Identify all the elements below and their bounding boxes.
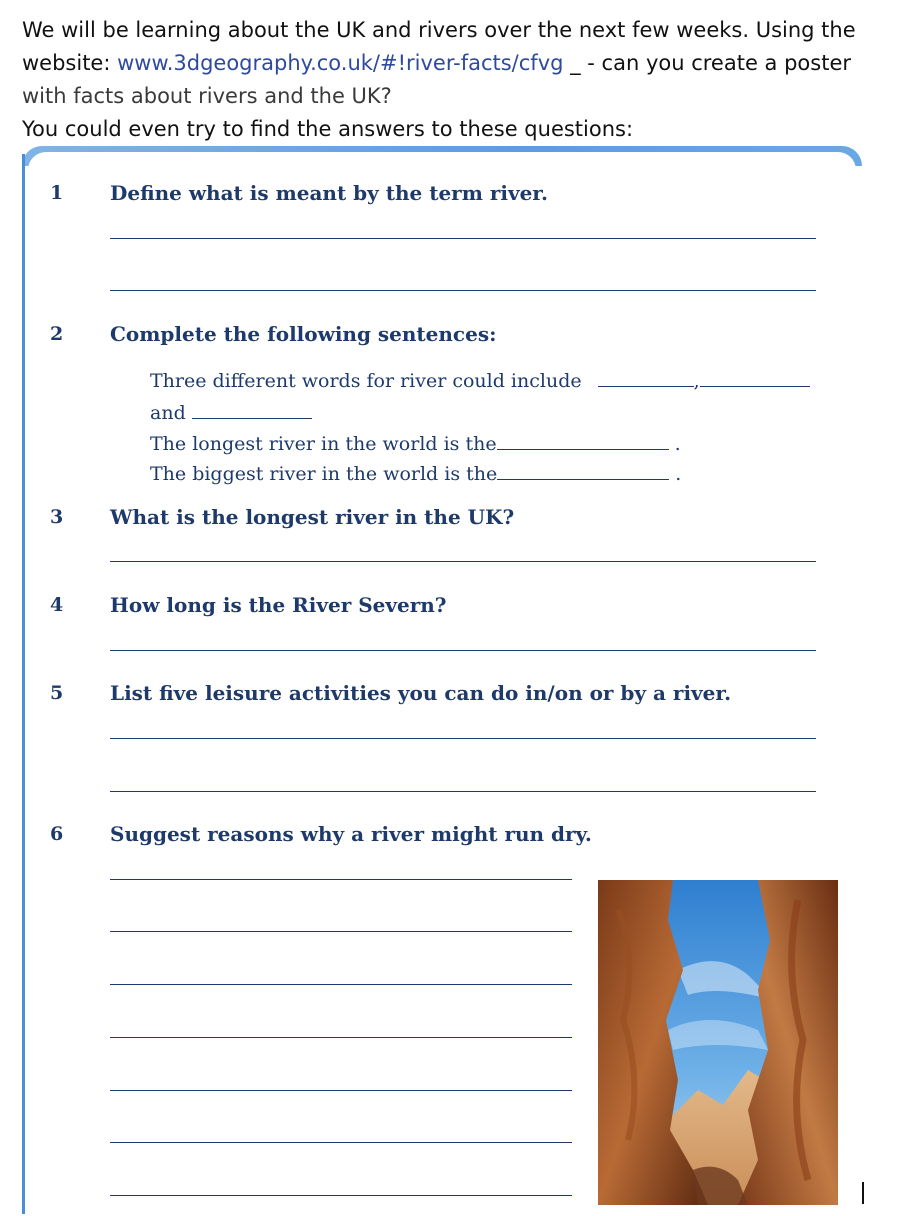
- answer-line[interactable]: [110, 1037, 572, 1038]
- question-text: Complete the following sentences:: [110, 322, 497, 346]
- text-cursor: [862, 1182, 864, 1204]
- answer-line[interactable]: [110, 984, 572, 985]
- intro-website-label: website:: [22, 51, 118, 75]
- answer-line[interactable]: [110, 650, 816, 651]
- panel-left-border: [22, 154, 25, 1214]
- sentence-1: Three different words for river could include ,: [150, 368, 810, 392]
- canyon-photo: [598, 880, 838, 1205]
- answer-line[interactable]: [110, 931, 572, 932]
- intro-text: [22, 14, 892, 146]
- question-text: How long is the River Severn?: [110, 593, 447, 617]
- blank-field[interactable]: [598, 368, 694, 387]
- question-number: 4: [50, 594, 64, 616]
- blank-field[interactable]: [497, 431, 669, 450]
- blank-field[interactable]: [497, 461, 669, 480]
- question-number: 5: [50, 682, 64, 704]
- sentence-3: The biggest river in the world is the .: [150, 463, 682, 485]
- intro-line-2: [22, 47, 892, 80]
- question-number: 3: [50, 506, 64, 528]
- intro-line-1: We will be learning about the UK and rivers over the next few weeks. Using the: [22, 18, 856, 42]
- intro-line-2-suffix: _ - can you create a poster: [563, 51, 852, 75]
- answer-line[interactable]: [110, 791, 816, 792]
- answer-line[interactable]: [110, 238, 816, 239]
- question-number: 2: [50, 323, 64, 345]
- website-link[interactable]: www.3dgeography.co.uk/#!river-facts/cfvg: [117, 51, 564, 75]
- answer-line[interactable]: [110, 879, 572, 880]
- answer-line[interactable]: [110, 738, 816, 739]
- question-number: 1: [50, 182, 64, 204]
- answer-line[interactable]: [110, 561, 816, 562]
- answer-line[interactable]: [110, 1090, 572, 1091]
- answer-line[interactable]: [110, 1195, 572, 1196]
- sentence-2: The longest river in the world is the .: [150, 433, 681, 455]
- question-number: 6: [50, 823, 64, 845]
- question-text: Suggest reasons why a river might run dry.: [110, 822, 592, 846]
- answer-line[interactable]: [110, 1142, 572, 1143]
- question-text: What is the longest river in the UK?: [110, 505, 515, 529]
- blank-field[interactable]: [192, 400, 312, 419]
- question-text: List five leisure activities you can do in/on or by a river.: [110, 681, 732, 705]
- blank-field[interactable]: [700, 368, 810, 387]
- answer-line[interactable]: [110, 290, 816, 291]
- question-text: Define what is meant by the term river.: [110, 181, 548, 205]
- intro-line-4: You could even try to find the answers to these questions:: [22, 117, 634, 141]
- intro-line-3: with facts about rivers and the UK?: [22, 84, 392, 108]
- sentence-1-continued: and: [150, 400, 312, 424]
